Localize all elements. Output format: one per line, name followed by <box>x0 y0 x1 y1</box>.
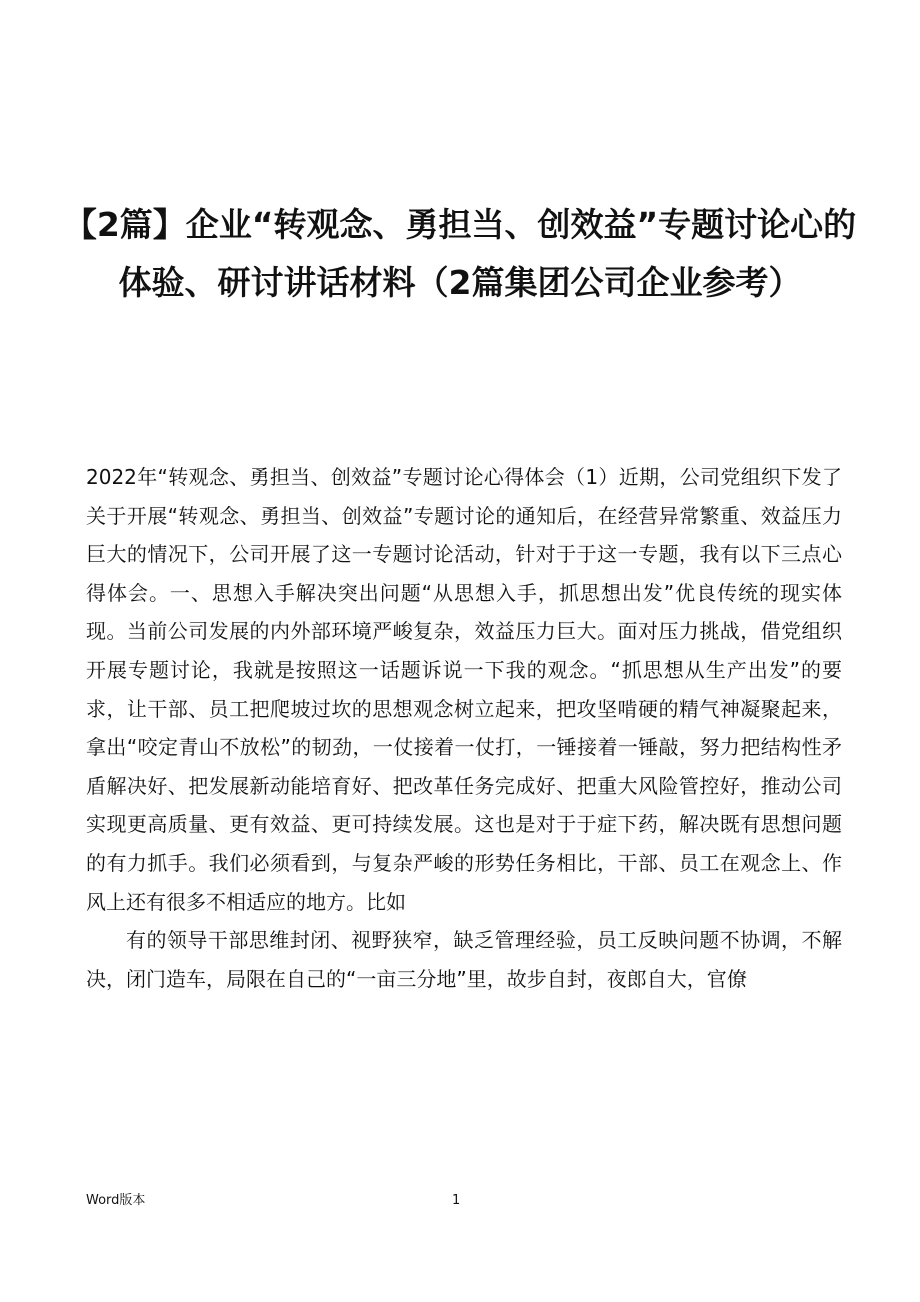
document-body <box>86 458 842 998</box>
page-number: 1 <box>452 1193 461 1208</box>
footer-label: Word版本 <box>86 1193 146 1208</box>
body-paragraph-1: 2022年“转观念、勇担当、创效益”专题讨论心得体会（1）近期，公司党组织下发了关于开展“转观念、勇担当、创效益”专题讨论的通知后，在经营异常繁重、效益压力巨大的情况下，公司开展了这一专题讨论活动，针对于于这一专题，我有以下三点心得体会。一、思想入手解决突出问题“从思想入手，抓思想出发”优良传统的现实体现。当前公司发展的内外部环境严峻复杂，效益压力巨大。面对压力挑战，借党组织开展专题讨论，我就是按照这一话题诉说一下我的观念。“抓思想从生产出发”的要求，让干部、员工把爬坡过坎的思想观念树立起来，把攻坚啃硬的精气神凝聚起来，拿出“咬定青山不放松”的韧劲，一仗接着一仗打，一锤接着一锤敲，努力把结构性矛盾解决好、把发展新动能培育好、把改革任务完成好、把重大风险管控好，推动公司实现更高质量、更有效益、更可持续发展。这也是对于于症下药，解决既有思想问题的有力抓手。我们必须看到，与复杂严峻的形势任务相比，干部、员工在观念上、作风上还有很多不相适应的地方。比如 <box>86 465 842 914</box>
body-paragraph-2: 有的领导干部思维封闭、视野狭窄，缺乏管理经验，员工反映问题不协调，不解决，闭门造车，局限在自己的“一亩三分地”里，故步自封，夜郎自大，官僚 <box>86 928 842 991</box>
document-title: 【2篇】企业“转观念、勇担当、创效益”专题讨论心的体验、研讨讲话材料（2篇集团公司企业参考） <box>63 205 857 302</box>
